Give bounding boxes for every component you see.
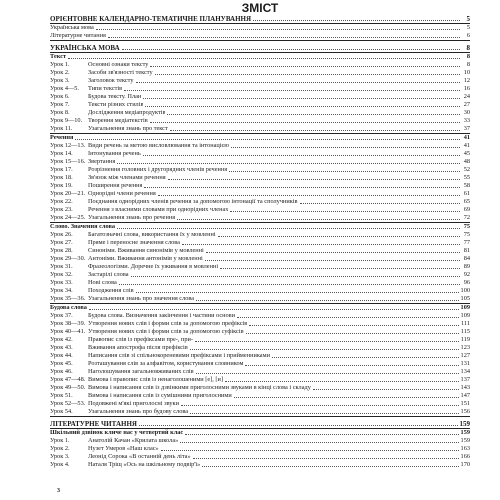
lesson-number: Урок 52—53. — [50, 400, 86, 407]
dot-leader — [234, 397, 459, 398]
page-ref: 58 — [463, 182, 470, 189]
page-ref: 10 — [463, 69, 470, 76]
toc-entry-title: Дослідження медіапродуктів — [88, 109, 166, 116]
lesson-number: Урок 29—30. — [50, 255, 86, 262]
toc-entry-title: Будова слова — [50, 304, 87, 311]
dot-leader — [246, 333, 459, 334]
lesson-number: Урок 3. — [50, 453, 70, 460]
dot-leader — [96, 29, 460, 30]
lesson-number: Урок 15—16. — [50, 158, 86, 165]
toc-entry-title: Узагальнення знань про текст — [88, 125, 168, 132]
dot-leader — [170, 130, 460, 131]
lesson-number: Урок 27. — [50, 239, 73, 246]
toc-entry-title: Види речень за метою висловлювання та інтонацією — [88, 142, 229, 149]
toc-lesson-row[interactable] — [50, 109, 470, 117]
lesson-number: Урок 31. — [50, 263, 73, 270]
toc-lesson-row[interactable] — [50, 142, 470, 150]
toc-entry-title: Антоніми. Вживання антонімів у мовленні — [88, 255, 203, 262]
page-ref: 12 — [463, 77, 470, 84]
lesson-number: Урок 23. — [50, 206, 73, 213]
page-ref: 61 — [463, 190, 470, 197]
lesson-number: Урок 4—5. — [50, 85, 80, 92]
lesson-number: Урок 42. — [50, 336, 73, 343]
dot-leader — [202, 466, 458, 467]
dot-leader — [196, 300, 458, 301]
toc-entry-title: Літературне читання — [50, 32, 106, 39]
toc-entry-title: Узагальнення знань про будову слова — [88, 408, 189, 415]
dot-leader — [136, 292, 459, 293]
page-ref: 5 — [466, 15, 470, 23]
toc-entry-title: Типи текстів — [88, 85, 123, 92]
toc-lesson-row[interactable] — [50, 271, 470, 279]
toc-lesson-row[interactable] — [50, 166, 470, 174]
toc-entry-title: Будова тексту. План — [88, 93, 142, 100]
dot-leader — [196, 373, 459, 374]
toc-entry-title: Наголошування загальновживаних слів — [88, 368, 194, 375]
page-ref: 137 — [460, 376, 470, 383]
dot-leader — [229, 171, 460, 172]
lesson-number: Урок 38—39. — [50, 320, 86, 327]
toc-lesson-row[interactable] — [50, 150, 470, 158]
lesson-number: Урок 37. — [50, 312, 73, 319]
toc-lesson-row[interactable] — [50, 461, 470, 469]
dot-leader — [150, 66, 460, 67]
page-ref: 72 — [463, 214, 470, 221]
page-ref: 109 — [460, 312, 470, 319]
toc-lesson-row[interactable] — [50, 117, 470, 125]
toc-entry-title: Синоніми. Вживання синонімів у мовленні — [88, 247, 204, 254]
page-ref: 100 — [460, 287, 470, 294]
page-ref: 55 — [463, 174, 470, 181]
toc-subsection-row[interactable] — [50, 134, 470, 142]
lesson-number: Урок 51. — [50, 392, 73, 399]
dot-leader — [119, 284, 460, 285]
page-ref: 33 — [463, 117, 470, 124]
page-ref: 159 — [459, 420, 470, 428]
toc-entry-title: Будова слова. Визначення закінчення і частини основи — [88, 312, 235, 319]
dot-leader — [225, 381, 459, 382]
lesson-number: Урок 44. — [50, 352, 73, 359]
page-ref: 37 — [463, 125, 470, 132]
toc-lesson-row[interactable] — [50, 295, 470, 303]
page-ref: 134 — [460, 368, 470, 375]
page-ref: 115 — [460, 328, 470, 335]
toc-lesson-row[interactable] — [50, 328, 470, 336]
page-ref: 8 — [466, 61, 470, 68]
lesson-number: Урок 8. — [50, 109, 70, 116]
toc-lesson-row[interactable] — [50, 174, 470, 182]
page-ref: 69 — [463, 206, 470, 213]
page-ref: 147 — [460, 392, 470, 399]
toc-lesson-row[interactable] — [50, 93, 470, 101]
dot-leader — [249, 325, 459, 326]
lesson-number: Урок 45. — [50, 360, 73, 367]
toc-entry-title: Леонід Сорока «В останній день літа» — [88, 453, 191, 460]
dot-leader — [313, 389, 459, 390]
lesson-number: Урок 47—48. — [50, 376, 86, 383]
lesson-number: Урок 18. — [50, 174, 73, 181]
toc-entry-title: Нові слова — [88, 279, 117, 286]
table-of-contents — [50, 0, 470, 469]
page-ref: 52 — [463, 166, 470, 173]
toc-entry-title: Наталя Тріщ «Ось на шкільному подвір'ї» — [88, 461, 201, 468]
lesson-number: Урок 2. — [50, 69, 70, 76]
toc-entry-title: Інтонування речень — [88, 150, 141, 157]
toc-lesson-row[interactable] — [50, 376, 470, 384]
toc-entry-title: Правопис слів із префіксами пре-, при- — [88, 336, 193, 343]
toc-entry-title: Слово. Значення слова — [50, 223, 116, 230]
dot-leader — [117, 228, 460, 229]
page-ref: 109 — [460, 304, 470, 311]
page-ref: 131 — [460, 360, 470, 367]
toc-lesson-row[interactable] — [50, 360, 470, 368]
toc-entry-title: Речення — [50, 134, 74, 141]
page-ref: 75 — [463, 223, 470, 230]
page-ref: 16 — [463, 85, 470, 92]
toc-lesson-row[interactable] — [50, 198, 470, 206]
toc-entry-title: Нузет Умеров «Наш клас» — [88, 445, 159, 452]
toc-lesson-row[interactable] — [50, 400, 470, 408]
toc-entry-title: Українська мова — [50, 24, 94, 31]
toc-entry-title: Речення з власними словами при однорідних членах — [88, 206, 229, 213]
dot-leader — [230, 211, 460, 212]
toc-lesson-row[interactable] — [50, 445, 470, 453]
toc-lesson-row[interactable] — [50, 239, 470, 247]
dot-leader — [220, 268, 460, 269]
toc-lesson-row[interactable] — [50, 336, 470, 344]
lesson-number: Урок 28. — [50, 247, 73, 254]
dot-leader — [245, 365, 458, 366]
page-ref: 111 — [461, 320, 470, 327]
toc-lesson-row[interactable] — [50, 384, 470, 392]
dot-leader — [272, 357, 459, 358]
dot-leader — [218, 236, 460, 237]
dot-leader — [177, 219, 460, 220]
toc-entry-title: Розташування слів за алфавітом, користування словником — [88, 360, 244, 367]
dot-leader — [180, 442, 458, 443]
toc-subsection-row[interactable] — [50, 24, 470, 32]
lesson-number: Урок 34. — [50, 287, 73, 294]
dot-leader — [206, 252, 460, 253]
toc-section-heading[interactable] — [50, 15, 470, 23]
lesson-number: Урок 35—36. — [50, 295, 86, 302]
dot-leader — [231, 147, 460, 148]
toc-entry-title: Творення медіатекстів — [88, 117, 148, 124]
lesson-number: Урок 43. — [50, 344, 73, 351]
lesson-number: Урок 11. — [50, 125, 73, 132]
toc-lesson-row[interactable] — [50, 158, 470, 166]
dot-leader — [237, 317, 459, 318]
page-ref: 81 — [463, 247, 470, 254]
lesson-number: Урок 6. — [50, 93, 70, 100]
toc-entry-title: Вимова і написання слів із сумішними приголосними — [88, 392, 232, 399]
page-ref: 92 — [463, 271, 470, 278]
page-ref: 151 — [460, 400, 470, 407]
toc-lesson-row[interactable] — [50, 125, 470, 133]
page-ref: 75 — [463, 231, 470, 238]
dot-leader — [168, 179, 460, 180]
dot-leader — [124, 90, 460, 91]
lesson-number: Урок 33. — [50, 279, 73, 286]
toc-lesson-row[interactable] — [50, 61, 470, 69]
dot-leader — [158, 195, 460, 196]
dot-leader — [136, 82, 460, 83]
toc-lesson-row[interactable] — [50, 69, 470, 77]
lesson-number: Урок 1. — [50, 437, 70, 444]
toc-lesson-row[interactable] — [50, 214, 470, 222]
toc-lesson-row[interactable] — [50, 287, 470, 295]
dot-leader — [195, 341, 459, 342]
toc-section-heading[interactable] — [50, 420, 470, 428]
toc-subsection-row[interactable] — [50, 304, 470, 312]
dot-leader — [143, 98, 460, 99]
lesson-number: Урок 46. — [50, 368, 73, 375]
page-ref: 123 — [460, 344, 470, 351]
page-ref: 96 — [463, 279, 470, 286]
dot-leader — [300, 203, 460, 204]
toc-lesson-row[interactable] — [50, 263, 470, 271]
dot-leader — [108, 37, 460, 38]
toc-entry-title: Анатолій Качан «Крилата школа» — [88, 437, 179, 444]
dot-leader — [253, 20, 460, 21]
page-ref: 170 — [460, 461, 470, 468]
toc-entry-title: УКРАЇНСЬКА МОВА — [50, 44, 120, 52]
page-ref: 41 — [463, 134, 470, 141]
toc-lesson-row[interactable] — [50, 279, 470, 287]
toc-lesson-row[interactable] — [50, 85, 470, 93]
toc-entry-title: Походження слів — [88, 287, 134, 294]
toc-lesson-row[interactable] — [50, 190, 470, 198]
toc-entry-title: Пряме і переносне значення слова — [88, 239, 180, 246]
page-ref: 30 — [463, 109, 470, 116]
dot-leader — [68, 58, 460, 59]
lesson-number: Урок 32. — [50, 271, 73, 278]
lesson-number: Урок 19. — [50, 182, 73, 189]
page-ref: 105 — [460, 295, 470, 302]
dot-leader — [161, 450, 459, 451]
page-ref: 84 — [463, 255, 470, 262]
dot-leader — [122, 49, 460, 50]
toc-lesson-row[interactable] — [50, 312, 470, 320]
lesson-number: Урок 54. — [50, 408, 73, 415]
toc-subsection-row[interactable] — [50, 429, 470, 437]
page-ref: 48 — [463, 158, 470, 165]
toc-lesson-row[interactable] — [50, 344, 470, 352]
page-ref: 45 — [463, 150, 470, 157]
page-ref: 8 — [466, 53, 470, 60]
toc-entry-title: Вимова і написання слів із дзвінкими приголосними звуками в кінці слова і складу — [88, 384, 311, 391]
toc-lesson-row[interactable] — [50, 231, 470, 239]
page-ref: 89 — [463, 263, 470, 270]
dot-leader — [193, 458, 459, 459]
lesson-number: Урок 49—50. — [50, 384, 86, 391]
toc-entry-title: Багатозначні слова, використання їх у мовленні — [88, 231, 216, 238]
dot-leader — [155, 74, 460, 75]
page-ref: 119 — [460, 336, 470, 343]
toc-entry-title: Вимова і правопис слів із ненаголошеними [е], [и] — [88, 376, 223, 383]
toc-section-heading[interactable] — [50, 44, 470, 52]
dot-leader — [139, 425, 458, 426]
dot-leader — [205, 260, 460, 261]
toc-entry-title: Узагальнення знань про значення слова — [88, 295, 195, 302]
toc-entry-title: Розрізнення головних і другорядних членів речення — [88, 166, 228, 173]
lesson-number: Урок 12—13. — [50, 142, 86, 149]
toc-entry-title: Утворення нових слів і форми слів за допомогою префіксів — [88, 320, 248, 327]
toc-lesson-row[interactable] — [50, 77, 470, 85]
dot-leader — [190, 349, 459, 350]
lesson-number: Урок 24—25. — [50, 214, 86, 221]
toc-entry-title: Засоби зв'язності тексту — [88, 69, 153, 76]
page-ref: 159 — [460, 437, 470, 444]
toc-subsection-row[interactable] — [50, 53, 470, 61]
toc-lesson-row[interactable] — [50, 453, 470, 461]
page-title: ЗМІСТ — [241, 1, 279, 15]
toc-entry-title: Узагальнення знань про речення — [88, 214, 176, 221]
toc-entry-title: Текст — [50, 53, 67, 60]
page-ref: 163 — [460, 445, 470, 452]
toc-entry-title: Застарілі слова — [88, 271, 129, 278]
lesson-number: Урок 4. — [50, 461, 70, 468]
dot-leader — [131, 276, 460, 277]
dot-leader — [190, 413, 459, 414]
dot-leader — [185, 434, 458, 435]
page-ref: 156 — [460, 408, 470, 415]
toc-lesson-row[interactable] — [50, 320, 470, 328]
lesson-number: Урок 20—21. — [50, 190, 86, 197]
lesson-number: Урок 3. — [50, 77, 70, 84]
dot-leader — [150, 122, 460, 123]
toc-lesson-row[interactable] — [50, 368, 470, 376]
lesson-number: Урок 40—41. — [50, 328, 86, 335]
toc-lesson-row[interactable] — [50, 101, 470, 109]
toc-entry-title: Поєднання однорідних членів речення за допомогою інтонації та сполучників — [88, 198, 298, 205]
toc-entry-title: Подовжені м'які приголосні звуки — [88, 400, 179, 407]
toc-lesson-row[interactable] — [50, 247, 470, 255]
toc-subsection-row[interactable] — [50, 223, 470, 231]
dot-leader — [89, 309, 459, 310]
dot-leader — [181, 405, 459, 406]
lesson-number: Урок 7. — [50, 101, 70, 108]
toc-lesson-row[interactable] — [50, 392, 470, 400]
page-ref: 127 — [460, 352, 470, 359]
toc-entry-title: Вживання апострофа після префіксів — [88, 344, 188, 351]
toc-list — [50, 15, 470, 469]
page-ref: 8 — [466, 44, 470, 52]
dot-leader — [117, 163, 460, 164]
toc-lesson-row[interactable] — [50, 437, 470, 445]
toc-entry-title: Зв'язок між членами речення — [88, 174, 166, 181]
toc-lesson-row[interactable] — [50, 352, 470, 360]
toc-lesson-row[interactable] — [50, 182, 470, 190]
page-number: 3 — [57, 488, 60, 494]
page-ref: 5 — [466, 24, 470, 31]
lesson-number: Урок 14. — [50, 150, 73, 157]
lesson-number: Урок 17. — [50, 166, 73, 173]
dot-leader — [75, 139, 460, 140]
page-ref: 166 — [460, 453, 470, 460]
toc-lesson-row[interactable] — [50, 206, 470, 214]
page-ref: 143 — [460, 384, 470, 391]
toc-lesson-row[interactable] — [50, 255, 470, 263]
toc-lesson-row[interactable] — [50, 408, 470, 416]
toc-entry-title: Поширення речення — [88, 182, 143, 189]
dot-leader — [143, 155, 460, 156]
page-ref: 159 — [460, 429, 470, 436]
toc-entry-title: Однорідні члени речення — [88, 190, 156, 197]
dot-leader — [145, 106, 460, 107]
toc-entry-title: Написання слів зі спільнокореневими префіксами і прийменниками — [88, 352, 270, 359]
page-ref: 41 — [463, 142, 470, 149]
toc-entry-title: ОРІЄНТОВНЕ КАЛЕНДАРНО-ТЕМАТИЧНЕ ПЛАНУВАННЯ — [50, 15, 252, 23]
page-ref: 6 — [466, 32, 470, 39]
dot-leader — [167, 114, 460, 115]
toc-entry-title: ЛІТЕРАТУРНЕ ЧИТАННЯ — [50, 420, 137, 428]
page-ref: 27 — [463, 101, 470, 108]
toc-entry-title: Шкільний дзвінок кличе нас у четвертий клас — [50, 429, 184, 436]
lesson-number: Урок 26. — [50, 231, 73, 238]
lesson-number: Урок 22. — [50, 198, 73, 205]
lesson-number: Урок 9—10. — [50, 117, 83, 124]
dot-leader — [182, 244, 460, 245]
toc-entry-title: Утворення нових слів і форми слів за допомогою суфіксів — [88, 328, 244, 335]
toc-entry-title: Фразеологізми. Доречне їх уживання в мовленні — [88, 263, 219, 270]
toc-entry-title: Заголовок тексту — [88, 77, 134, 84]
lesson-number: Урок 2. — [50, 445, 70, 452]
page-ref: 65 — [463, 198, 470, 205]
page-ref: 24 — [463, 93, 470, 100]
toc-entry-title: Основні ознаки тексту — [88, 61, 149, 68]
lesson-number: Урок 1. — [50, 61, 70, 68]
toc-entry-title: Тексти різних стилів — [88, 101, 144, 108]
dot-leader — [144, 187, 460, 188]
toc-subsection-row[interactable] — [50, 32, 470, 40]
page-ref: 77 — [463, 239, 470, 246]
toc-entry-title: Звертання — [88, 158, 116, 165]
